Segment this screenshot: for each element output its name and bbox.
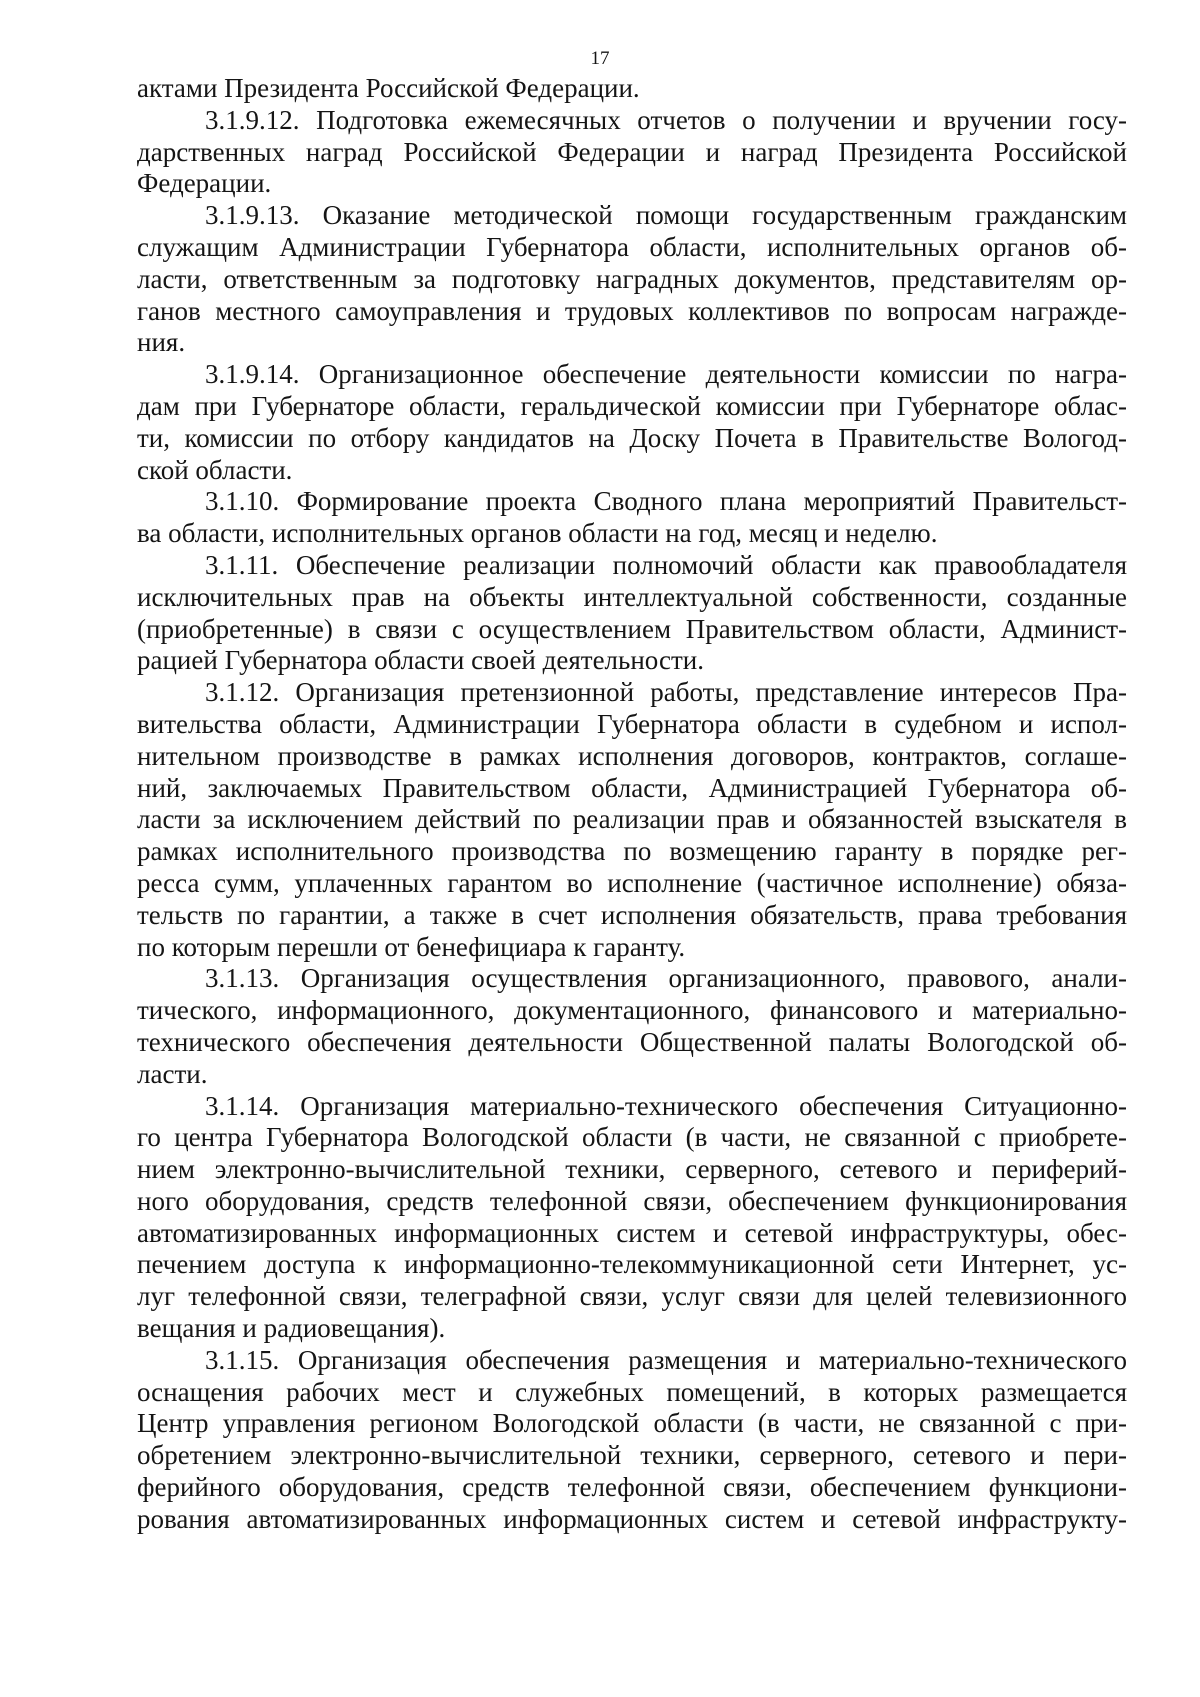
text-line: (приобретенные) в связи с осуществлением Правительством области, Админист-	[137, 613, 1127, 644]
text-line: технического обеспечения деятельности Общественной палаты Вологодской об-	[137, 1026, 1127, 1057]
text-line: актами Президента Российской Федерации.	[137, 73, 640, 103]
text-line: автоматизированных информационных систем и сетевой инфраструктуры, обес-	[137, 1217, 1127, 1248]
text-line: рацией Губернатора области своей деятельности.	[137, 645, 704, 676]
text-line: рамках исполнительного производства по возмещению гаранту в порядке рег-	[137, 836, 1127, 867]
text-line: ласти за исключением действий по реализации прав и обязанностей взыскателя в	[137, 804, 1127, 835]
paragraph-first-line: 3.1.12. Организация претензионной работы, представление интересов Пра-	[205, 677, 1127, 708]
text-line: рования автоматизированных информационных систем и сетевой инфраструкту-	[137, 1503, 1127, 1534]
text-line: ния.	[137, 327, 186, 358]
text-line: Федерации.	[137, 168, 272, 199]
paragraph-first-line: 3.1.9.13. Оказание методической помощи государственным гражданским	[205, 200, 1127, 231]
text-line: ской области.	[137, 454, 293, 485]
text-line: нием электронно-вычислительной техники, серверного, сетевого и периферий-	[137, 1154, 1127, 1185]
text-line: по которым перешли от бенефициара к гаранту.	[137, 931, 686, 962]
text-line: го центра Губернатора Вологодской области (в части, не связанной с приобрете-	[137, 1122, 1127, 1153]
text-line: ресса сумм, уплаченных гарантом во исполнение (частичное исполнение) обяза-	[137, 867, 1127, 898]
text-line: вительства области, Администрации Губернатора области в судебном и испол-	[137, 708, 1127, 739]
text-line: ва области, исполнительных органов области на год, месяц и неделю.	[137, 518, 938, 549]
text-line: оснащения рабочих мест и служебных помещений, в которых размещается	[137, 1376, 1127, 1407]
text-line: ласти, ответственным за подготовку наградных документов, представителям ор-	[137, 263, 1127, 294]
text-line: ти, комиссии по отбору кандидатов на Доску Почета в Правительстве Вологод-	[137, 422, 1127, 453]
text-line: ласти.	[137, 1058, 208, 1089]
text-line: ного оборудования, средств телефонной связи, обеспечением функционирования	[137, 1185, 1127, 1216]
text-line: ний, заключаемых Правительством области, Администрацией Губернатора об-	[137, 772, 1127, 803]
text-line: исключительных прав на объекты интеллектуальной собственности, созданные	[137, 581, 1127, 612]
text-line: ферийного оборудования, средств телефонной связи, обеспечением функциони-	[137, 1472, 1127, 1503]
text-line: вещания и радиовещания).	[137, 1313, 446, 1344]
text-line: обретением электронно-вычислительной техники, серверного, сетевого и пери-	[137, 1440, 1127, 1471]
text-line: ганов местного самоуправления и трудовых коллективов по вопросам награжде-	[137, 295, 1127, 326]
paragraph-first-line: 3.1.10. Формирование проекта Сводного плана мероприятий Правительст-	[205, 486, 1127, 517]
text-line: дарственных наград Российской Федерации и наград Президента Российской	[137, 136, 1127, 167]
document-body	[137, 73, 1127, 1536]
text-line: тельств по гарантии, а также в счет исполнения обязательств, права требования	[137, 899, 1127, 930]
paragraph-first-line: 3.1.13. Организация осуществления организационного, правового, анали-	[205, 963, 1127, 994]
paragraph-first-line: 3.1.9.14. Организационное обеспечение деятельности комиссии по награ-	[205, 359, 1127, 390]
text-line: тического, информационного, документационного, финансового и материально-	[137, 995, 1127, 1026]
paragraph-first-line: 3.1.9.12. Подготовка ежемесячных отчетов о получении и вручении госу-	[205, 104, 1127, 135]
text-line: луг телефонной связи, телеграфной связи, услуг связи для целей телевизионного	[137, 1281, 1127, 1312]
text-line: печением доступа к информационно-телекоммуникационной сети Интернет, ус-	[137, 1249, 1127, 1280]
text-line: служащим Администрации Губернатора области, исполнительных органов об-	[137, 231, 1127, 262]
paragraph-first-line: 3.1.14. Организация материально-технического обеспечения Ситуационно-	[205, 1090, 1127, 1121]
text-line: нительном производстве в рамках исполнения договоров, контрактов, соглаше-	[137, 740, 1127, 771]
paragraph-first-line: 3.1.11. Обеспечение реализации полномочий области как правообладателя	[205, 549, 1127, 580]
text-line: Центр управления регионом Вологодской области (в части, не связанной с при-	[137, 1408, 1127, 1439]
page-number: 17	[590, 48, 610, 69]
paragraph-first-line: 3.1.15. Организация обеспечения размещения и материально-технического	[205, 1344, 1127, 1375]
text-line: дам при Губернаторе области, геральдической комиссии при Губернаторе облас-	[137, 390, 1127, 421]
